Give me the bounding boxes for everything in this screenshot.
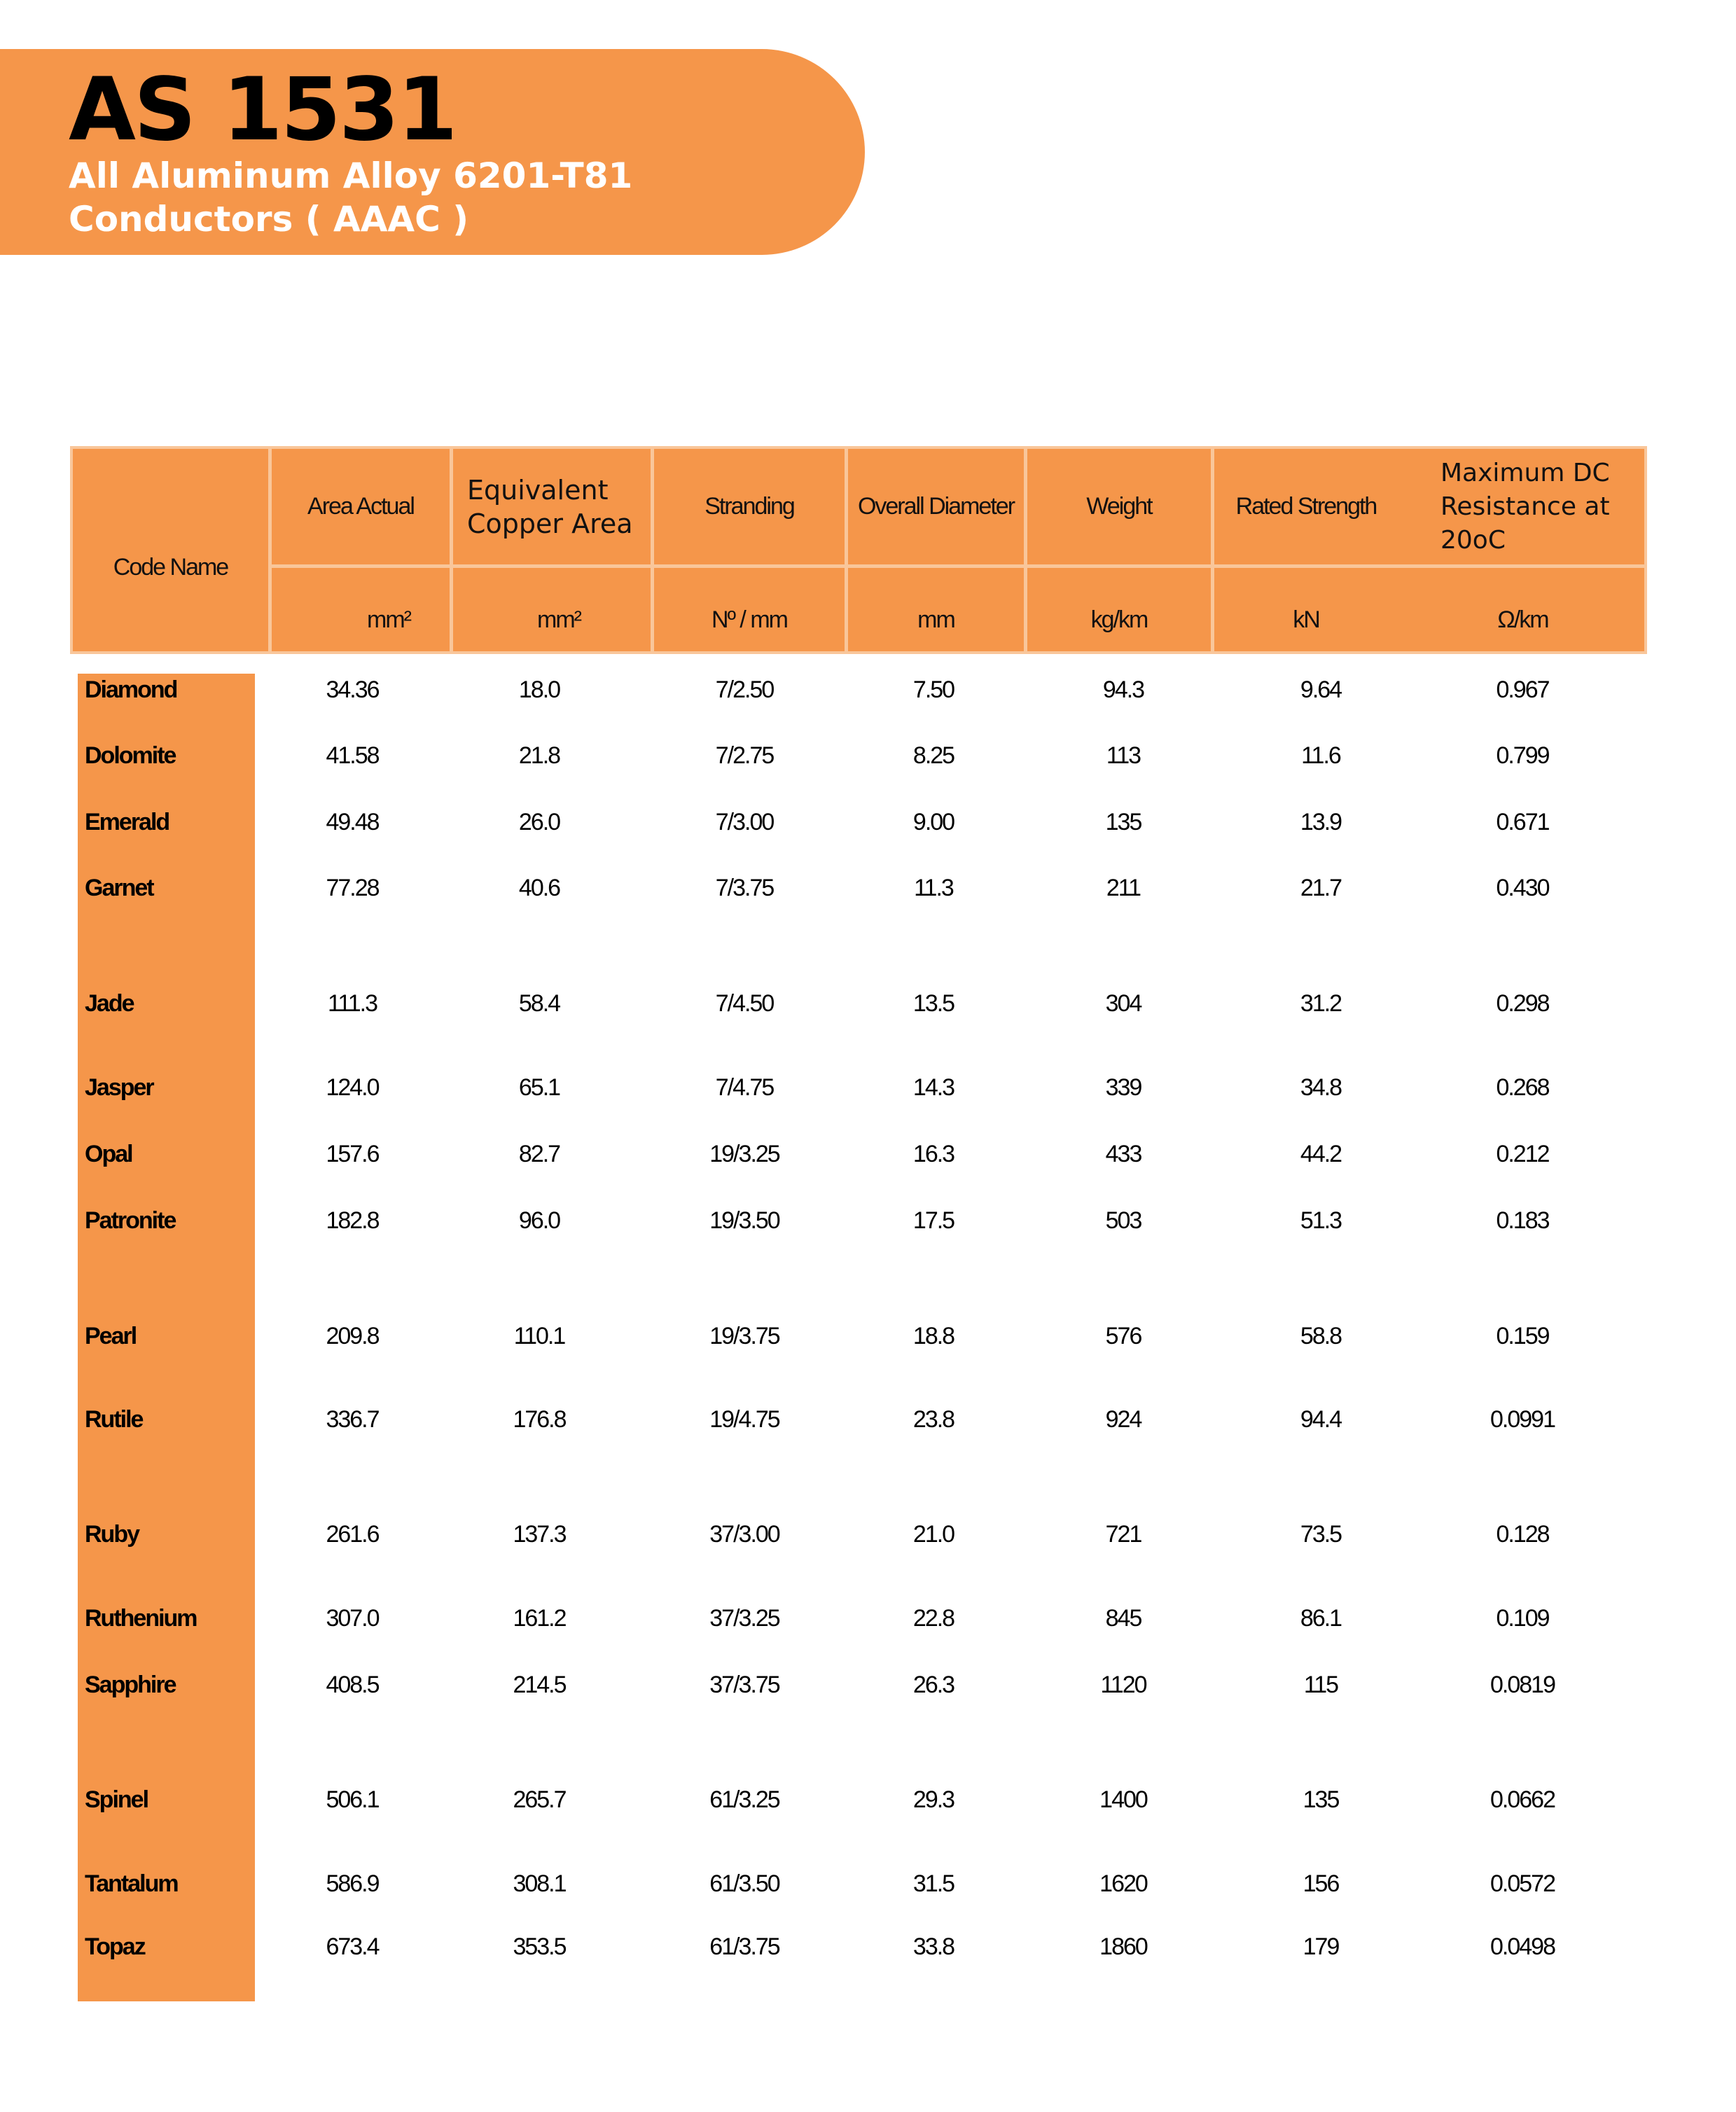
page-subtitle: All Aluminum Alloy 6201-T81 Conductors ( AAAC ) <box>69 155 633 239</box>
table-cell: 0.128 <box>1496 1521 1549 1548</box>
table-cell: 7/2.75 <box>715 742 774 769</box>
table-cell: 49.48 <box>326 809 379 835</box>
table-cell: 21.0 <box>912 1521 954 1548</box>
table-cell: 503 <box>1105 1207 1141 1234</box>
table-cell: 308.1 <box>513 1870 566 1897</box>
code-name-cell: Garnet <box>85 875 153 901</box>
table-cell: 113 <box>1106 742 1141 769</box>
table-cell: 0.0991 <box>1490 1406 1555 1433</box>
table-row <box>0 1926 1736 1968</box>
table-cell: 9.64 <box>1300 676 1342 703</box>
table-cell: 176.8 <box>513 1406 566 1433</box>
table-cell: 40.6 <box>518 875 560 901</box>
table-cell: 17.5 <box>912 1207 954 1234</box>
title-banner <box>0 49 865 255</box>
table-cell: 34.8 <box>1300 1074 1342 1101</box>
table-cell: 94.4 <box>1300 1406 1342 1433</box>
table-cell: 115 <box>1303 1672 1338 1698</box>
table-cell: 7/4.50 <box>715 990 774 1017</box>
table-cell: 137.3 <box>513 1521 566 1548</box>
table-cell: 211 <box>1106 875 1141 901</box>
table-cell: 22.8 <box>912 1605 954 1632</box>
code-name-cell: Rutile <box>85 1406 143 1433</box>
table-cell: 37/3.75 <box>709 1672 779 1698</box>
table-row <box>0 1315 1736 1357</box>
code-name-cell: Pearl <box>85 1323 137 1349</box>
unit-overall-diameter: mm <box>917 606 954 633</box>
table-cell: 11.3 <box>914 875 953 901</box>
code-name-cell: Topaz <box>85 1933 145 1960</box>
column-header-overall-diameter: Overall Diameter <box>857 493 1015 520</box>
table-cell: 586.9 <box>326 1870 379 1897</box>
table-row <box>0 735 1736 777</box>
table-cell: 214.5 <box>513 1672 566 1698</box>
table-cell: 304 <box>1105 990 1141 1017</box>
table-cell: 110.1 <box>513 1323 565 1349</box>
table-cell: 19/4.75 <box>709 1406 779 1433</box>
table-cell: 31.5 <box>912 1870 954 1897</box>
table-cell: 0.0572 <box>1490 1870 1555 1897</box>
table-cell: 157.6 <box>326 1141 379 1167</box>
table-cell: 19/3.50 <box>709 1207 779 1234</box>
table-cell: 0.0662 <box>1490 1786 1555 1813</box>
table-cell: 13.5 <box>912 990 954 1017</box>
code-name-cell: Tantalum <box>85 1870 178 1897</box>
column-header-rated-strength: Rated Strength <box>1235 493 1377 520</box>
code-name-cell: Jasper <box>85 1074 153 1101</box>
table-cell: 336.7 <box>326 1406 379 1433</box>
table-cell: 33.8 <box>912 1933 954 1960</box>
table-cell: 37/3.00 <box>709 1521 779 1548</box>
code-name-cell: Dolomite <box>85 742 176 769</box>
code-name-cell: Spinel <box>85 1786 148 1813</box>
table-cell: 0.799 <box>1496 742 1549 769</box>
table-cell: 7/3.00 <box>715 809 774 835</box>
table-cell: 1620 <box>1099 1870 1147 1897</box>
table-cell: 61/3.50 <box>709 1870 779 1897</box>
table-cell: 21.7 <box>1300 875 1342 901</box>
table-cell: 156 <box>1303 1870 1339 1897</box>
table-cell: 135 <box>1303 1786 1339 1813</box>
table-cell: 0.967 <box>1496 676 1549 703</box>
table-cell: 11.6 <box>1301 742 1340 769</box>
unit-rated-strength: kN <box>1293 606 1319 633</box>
column-header-max-dc-resistance: Maximum DC Resistance at 20oC <box>1440 458 1610 555</box>
table-row <box>0 982 1736 1024</box>
unit-stranding: Nº / mm <box>711 606 787 633</box>
table-cell: 7/4.75 <box>715 1074 774 1101</box>
table-cell: 18.0 <box>518 676 560 703</box>
table-cell: 9.00 <box>912 809 954 835</box>
table-row <box>0 1513 1736 1555</box>
table-cell: 0.212 <box>1496 1141 1549 1167</box>
table-row <box>0 867 1736 909</box>
code-name-cell: Jade <box>85 990 134 1017</box>
table-cell: 31.2 <box>1300 990 1342 1017</box>
table-cell: 82.7 <box>518 1141 560 1167</box>
table-cell: 0.671 <box>1496 809 1549 835</box>
table-row <box>0 1398 1736 1440</box>
table-cell: 111.3 <box>327 990 377 1017</box>
table-cell: 14.3 <box>912 1074 954 1101</box>
table-cell: 86.1 <box>1300 1605 1342 1632</box>
code-name-cell: Opal <box>85 1141 132 1167</box>
table-cell: 8.25 <box>912 742 954 769</box>
table-cell: 209.8 <box>326 1323 379 1349</box>
table-cell: 18.8 <box>912 1323 954 1349</box>
code-name-cell: Ruthenium <box>85 1605 197 1632</box>
table-cell: 13.9 <box>1300 809 1342 835</box>
table-cell: 1860 <box>1099 1933 1147 1960</box>
table-cell: 29.3 <box>912 1786 954 1813</box>
table-row <box>0 1200 1736 1242</box>
table-header <box>70 446 1647 654</box>
table-cell: 73.5 <box>1300 1521 1342 1548</box>
table-cell: 135 <box>1105 809 1141 835</box>
column-header-equivalent-copper-area: Equivalent Copper Area <box>467 474 633 539</box>
table-cell: 576 <box>1105 1323 1141 1349</box>
table-row <box>0 1133 1736 1175</box>
table-cell: 16.3 <box>912 1141 954 1167</box>
code-name-cell: Ruby <box>85 1521 139 1548</box>
code-name-cell: Sapphire <box>85 1672 176 1698</box>
table-row <box>0 1863 1736 1905</box>
table-cell: 924 <box>1105 1406 1141 1433</box>
column-header-weight: Weight <box>1086 493 1152 520</box>
table-cell: 7.50 <box>912 676 954 703</box>
table-cell: 58.8 <box>1300 1323 1342 1349</box>
table-cell: 51.3 <box>1300 1207 1342 1234</box>
table-row <box>0 1664 1736 1706</box>
table-cell: 161.2 <box>513 1605 566 1632</box>
table-cell: 26.3 <box>912 1672 954 1698</box>
code-name-cell: Emerald <box>85 809 169 835</box>
table-cell: 19/3.25 <box>709 1141 779 1167</box>
table-cell: 433 <box>1105 1141 1141 1167</box>
table-cell: 21.8 <box>518 742 560 769</box>
table-cell: 265.7 <box>513 1786 566 1813</box>
table-cell: 61/3.75 <box>709 1933 779 1960</box>
unit-weight: kg/km <box>1090 606 1148 633</box>
table-cell: 261.6 <box>326 1521 379 1548</box>
code-name-cell: Diamond <box>85 676 177 703</box>
table-cell: 307.0 <box>326 1605 379 1632</box>
table-cell: 408.5 <box>326 1672 379 1698</box>
table-row <box>0 1597 1736 1639</box>
table-cell: 44.2 <box>1300 1141 1342 1167</box>
code-name-cell: Patronite <box>85 1207 176 1234</box>
table-cell: 7/3.75 <box>715 875 774 901</box>
table-cell: 65.1 <box>518 1074 560 1101</box>
table-cell: 7/2.50 <box>715 676 774 703</box>
table-cell: 506.1 <box>326 1786 379 1813</box>
table-cell: 26.0 <box>518 809 560 835</box>
table-cell: 182.8 <box>326 1207 379 1234</box>
unit-max-dc-resistance: Ω/km <box>1497 606 1548 633</box>
table-cell: 0.0819 <box>1490 1672 1555 1698</box>
table-cell: 0.268 <box>1496 1074 1549 1101</box>
table-cell: 41.58 <box>326 742 379 769</box>
table-cell: 34.36 <box>326 676 379 703</box>
column-header-stranding: Stranding <box>704 493 794 520</box>
table-row <box>0 1779 1736 1821</box>
table-cell: 37/3.25 <box>709 1605 779 1632</box>
table-cell: 0.298 <box>1496 990 1549 1017</box>
table-cell: 1400 <box>1099 1786 1147 1813</box>
column-header-area-actual: Area Actual <box>307 493 414 520</box>
unit-equivalent-copper-area: mm² <box>537 606 581 633</box>
table-cell: 96.0 <box>518 1207 560 1234</box>
table-cell: 58.4 <box>518 990 560 1017</box>
table-cell: 1120 <box>1100 1672 1146 1698</box>
table-cell: 721 <box>1105 1521 1141 1548</box>
table-cell: 0.159 <box>1496 1323 1549 1349</box>
table-cell: 0.0498 <box>1490 1933 1555 1960</box>
table-row <box>0 1067 1736 1109</box>
table-cell: 0.183 <box>1496 1207 1549 1234</box>
table-cell: 23.8 <box>912 1406 954 1433</box>
table-cell: 0.430 <box>1496 875 1549 901</box>
page-title: AS 1531 <box>69 60 456 160</box>
unit-area-actual: mm² <box>367 606 410 633</box>
table-row <box>0 669 1736 711</box>
column-header-code-name: Code Name <box>113 554 228 581</box>
table-cell: 673.4 <box>326 1933 379 1960</box>
table-cell: 124.0 <box>326 1074 379 1101</box>
table-cell: 179 <box>1303 1933 1339 1960</box>
table-cell: 61/3.25 <box>709 1786 779 1813</box>
table-cell: 353.5 <box>513 1933 566 1960</box>
table-cell: 339 <box>1105 1074 1141 1101</box>
table-cell: 77.28 <box>326 875 379 901</box>
table-cell: 845 <box>1105 1605 1141 1632</box>
table-row <box>0 801 1736 843</box>
table-cell: 19/3.75 <box>709 1323 779 1349</box>
table-cell: 0.109 <box>1496 1605 1549 1632</box>
table-cell: 94.3 <box>1102 676 1144 703</box>
